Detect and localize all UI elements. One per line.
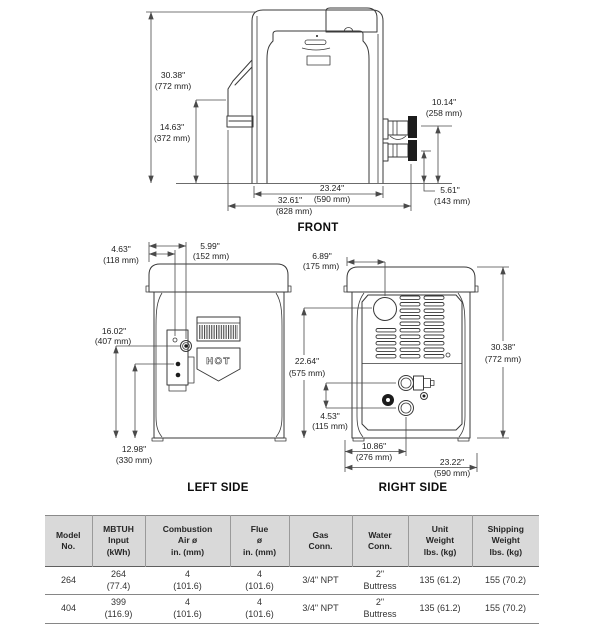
front-door-panel (267, 31, 369, 183)
right-small-hole (446, 353, 450, 357)
dim-inlet-height-mm: (258 mm) (425, 108, 463, 118)
front-vent-slot (305, 40, 326, 45)
dim-left-offset-small-in: 4.63" (111, 244, 131, 254)
right-side-view-label: RIGHT SIDE (378, 482, 448, 494)
left-side-view (95, 241, 291, 494)
table-cell: 404 (60, 603, 77, 614)
dim-outlet-height-in: 5.61" (440, 185, 460, 195)
table-cell: 155 (70.2) (484, 603, 527, 614)
dim-front-vent-mm: (372 mm) (153, 133, 191, 143)
dim-right-width-in: 23.22" (439, 457, 465, 467)
dim-front-body-width-in: 23.24" (319, 183, 345, 193)
right-louver-vents (376, 296, 444, 358)
left-fastener-lower (176, 373, 181, 378)
front-cabinet-inner-lines (257, 16, 378, 183)
dim-right-height-in: 30.38" (490, 342, 516, 352)
table-cell: 4 (101.6) (173, 597, 202, 620)
dim-flue-height-in: 22.64" (294, 356, 320, 366)
table-cell: 135 (61.2) (419, 603, 461, 614)
col-header-mbtuh-input: MBTUH Input (kWh) (92, 516, 145, 567)
dim-lower-height-in: 12.98" (121, 444, 147, 454)
dim-gas-height-in: 16.02" (101, 326, 127, 336)
table-cell: 155 (70.2) (484, 574, 527, 585)
dim-left-offset-large-in: 5.99" (200, 241, 220, 251)
dim-front-overall-width-mm: (828 mm) (275, 206, 313, 216)
front-slot-curve (302, 48, 330, 50)
dim-conn-offset-in: 10.86" (361, 441, 387, 451)
outlet-pipe (388, 144, 408, 157)
flue-opening (374, 298, 397, 321)
dim-front-body-width-mm: (590 mm) (313, 194, 351, 204)
dim-gas-height-mm: (407 mm) (94, 336, 132, 346)
dim-front-vent-in: 14.63" (159, 122, 185, 132)
water-inlet-inner (401, 378, 411, 388)
table-cell: 264 (60, 574, 77, 585)
table-cell: 3/4" NPT (302, 574, 339, 585)
outlet-pipe-flange (383, 143, 388, 161)
col-header-gas-conn: Gas Conn. (289, 516, 352, 567)
col-header-unit-weight: Unit Weight lbs. (kg) (408, 516, 472, 567)
inlet-pipe-cap (408, 116, 417, 138)
right-lid (347, 267, 475, 292)
dim-flue-offset-in: 6.89" (312, 251, 332, 261)
col-header-model: Model No. (45, 516, 92, 567)
inlet-pipe (388, 121, 408, 135)
header-row (45, 516, 539, 567)
dim-front-height-mm: (772 mm) (154, 81, 192, 91)
dim-conn-gap-mm: (115 mm) (312, 421, 348, 431)
right-side-view (289, 251, 522, 494)
table-cell: 4 (101.6) (245, 569, 274, 591)
dim-right-width-mm: (590 mm) (433, 468, 471, 478)
table-cell: 2" Buttress (363, 597, 397, 620)
col-header-flue: Flue ø in. (mm) (230, 516, 289, 567)
hot-badge-text: HOT (206, 356, 231, 367)
dim-flue-height-mm: (575 mm) (288, 368, 326, 378)
left-side-view-label: LEFT SIDE (187, 482, 249, 494)
left-side-tab (188, 357, 194, 383)
table-cell: 4 (101.6) (245, 597, 274, 620)
front-exhaust-duct (228, 60, 252, 116)
table-cell: 264 (77.4) (106, 569, 131, 591)
drain-knob-hole (386, 398, 390, 402)
dim-conn-offset-mm: (276 mm) (355, 452, 393, 462)
table-cell: 135 (61.2) (419, 574, 461, 585)
dim-front-overall-width-in: 32.61" (277, 195, 303, 205)
dim-conn-gap-in: 4.53" (320, 411, 340, 421)
drain-valve-body (414, 376, 424, 390)
left-fastener-upper (176, 362, 181, 367)
left-lid (149, 264, 288, 292)
dim-inlet-height-in: 10.14" (431, 97, 457, 107)
col-header-water-conn: Water Conn. (352, 516, 408, 567)
valve-port-center (423, 395, 426, 398)
inlet-pipe-detail (390, 121, 406, 140)
table-row-model-404 (45, 595, 539, 623)
outlet-pipe-cap (408, 140, 417, 161)
left-bottom-plate (169, 385, 186, 391)
col-header-combustion-air: Combustion Air ø in. (mm) (145, 516, 230, 567)
front-view-label: FRONT (297, 222, 339, 234)
dim-front-height-in: 30.38" (160, 70, 186, 80)
table-cell: 2" Buttress (363, 569, 397, 591)
drain-valve-tip (431, 381, 435, 386)
dim-outlet-height-mm: (143 mm) (433, 196, 471, 206)
gas-connection-center (184, 344, 187, 347)
front-view (146, 8, 470, 234)
dim-left-offset-large-mm: (152 mm) (192, 251, 230, 261)
left-small-hole (173, 338, 177, 342)
col-header-shipping-weight: Shipping Weight lbs. (kg) (472, 516, 539, 567)
table-cell: 3/4" NPT (302, 603, 339, 614)
front-top-dot (316, 35, 318, 37)
right-body-outline (352, 292, 470, 438)
dim-lower-height-mm: (330 mm) (115, 455, 153, 465)
front-duct-tray (227, 116, 253, 127)
drain-valve-neck (424, 379, 431, 388)
table-cell: 4 (101.6) (173, 569, 202, 591)
outlet-pipe-detail (393, 144, 397, 157)
front-rating-label (307, 56, 330, 65)
left-vent-louvers (199, 325, 238, 339)
specifications-table (45, 515, 539, 624)
right-body-contours (357, 293, 465, 437)
dim-left-offset-small-mm: (118 mm) (103, 255, 139, 265)
table-cell: 399 (116.9) (104, 597, 133, 620)
inlet-pipe-flange (383, 119, 388, 139)
table-row-model-264 (45, 567, 539, 595)
water-outlet-inner (401, 403, 411, 413)
dim-flue-offset-mm: (175 mm) (302, 261, 340, 271)
dim-right-height-mm: (772 mm) (484, 354, 522, 364)
